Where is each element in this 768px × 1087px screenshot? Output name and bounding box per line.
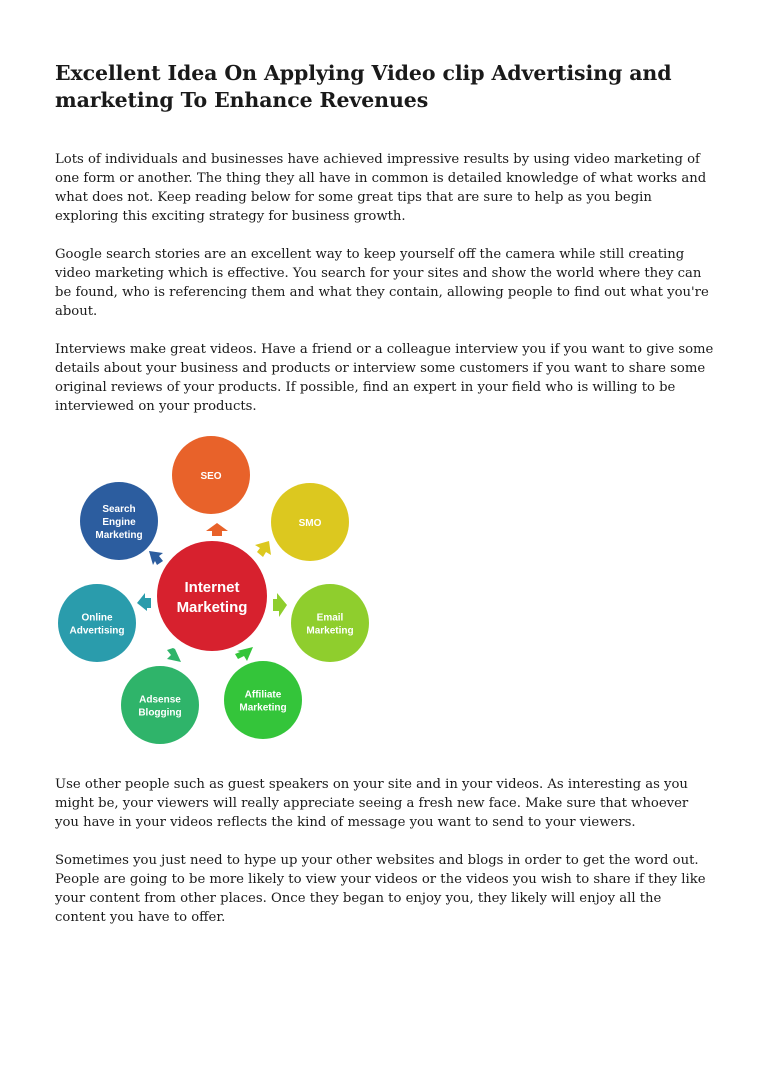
paragraph-5: Sometimes you just need to hype up your other websites and blogs in order to get the word out. People are going to be more likely to view your videos or the videos you wish to share if they like your content from other places. Once they began to enjoy you, they likely will enjoy all the content you have to offer. bbox=[55, 853, 706, 925]
arrow-to-email bbox=[273, 593, 287, 617]
arrow-to-search bbox=[149, 551, 163, 565]
diagram-node bbox=[58, 584, 136, 662]
diagram-node-label: Email bbox=[316, 612, 344, 624]
paragraph-4: Use other people such as guest speakers on your site and in your videos. As interesting as you might be, your viewers will really appreciate seeing a fresh new face. Make sure that whoever you have in your videos reflects the kind of message you want to send to your viewers. bbox=[55, 777, 689, 830]
diagram-node-label: SMO bbox=[298, 518, 322, 529]
diagram-node bbox=[224, 661, 302, 739]
diagram-node-label: Engine bbox=[102, 517, 136, 528]
center-label-line2: Marketing bbox=[176, 599, 248, 616]
diagram-node-label: Affiliate bbox=[244, 689, 282, 701]
page-title: Excellent Idea On Applying Video clip Advertising and marketing To Enhance Revenues bbox=[55, 61, 672, 112]
arrow-to-online bbox=[137, 593, 151, 611]
paragraph-1: Lots of individuals and businesses have achieved impressive results by using video marketing of one form or another. The thing they all have in common is detailed knowledge of what works and what does not. Keep reading below for some great tips that are sure to help as you begin exploring this exciting strategy for business growth. bbox=[55, 152, 707, 224]
internet-marketing-diagram bbox=[51, 435, 381, 753]
diagram-node-label: Advertising bbox=[69, 625, 125, 637]
arrow-to-affiliate bbox=[235, 647, 253, 661]
diagram-node bbox=[271, 483, 349, 561]
diagram-node-label: Marketing bbox=[239, 702, 287, 714]
diagram-node-label: Blogging bbox=[138, 707, 182, 719]
diagram-node-label: Adsense bbox=[139, 694, 181, 706]
center-label-line1: Internet bbox=[184, 579, 240, 596]
document-page bbox=[55, 60, 715, 927]
diagram-node-label: Search bbox=[102, 504, 136, 515]
arrow-to-smo bbox=[255, 541, 271, 557]
diagram-svg bbox=[51, 435, 381, 753]
diagram-node-label: Marketing bbox=[306, 625, 354, 637]
diagram-node bbox=[121, 666, 199, 744]
diagram-node-label: Marketing bbox=[95, 530, 143, 541]
paragraph-3: Interviews make great videos. Have a friend or a colleague interview you if you want to give some details about your business and products or interview some customers if you want to share some original reviews of your products. If possible, find an expert in your field who is willing to be interviewed on your products. bbox=[55, 342, 714, 414]
diagram-node-label: SEO bbox=[200, 471, 222, 482]
center-circle bbox=[157, 541, 267, 651]
diagram-node bbox=[172, 436, 250, 514]
diagram-node-label: Online bbox=[81, 612, 113, 624]
arrow-to-adsense bbox=[167, 648, 181, 662]
diagram-node bbox=[291, 584, 369, 662]
arrow-to-seo bbox=[206, 523, 228, 536]
paragraph-2: Google search stories are an excellent way to keep yourself off the camera while still creating video marketing which is effective. You search for your sites and show the world where they can be found, who is referencing them and what they contain, allowing people to find out what you're about. bbox=[55, 247, 709, 319]
diagram-node bbox=[80, 482, 158, 560]
center-node bbox=[157, 541, 267, 651]
